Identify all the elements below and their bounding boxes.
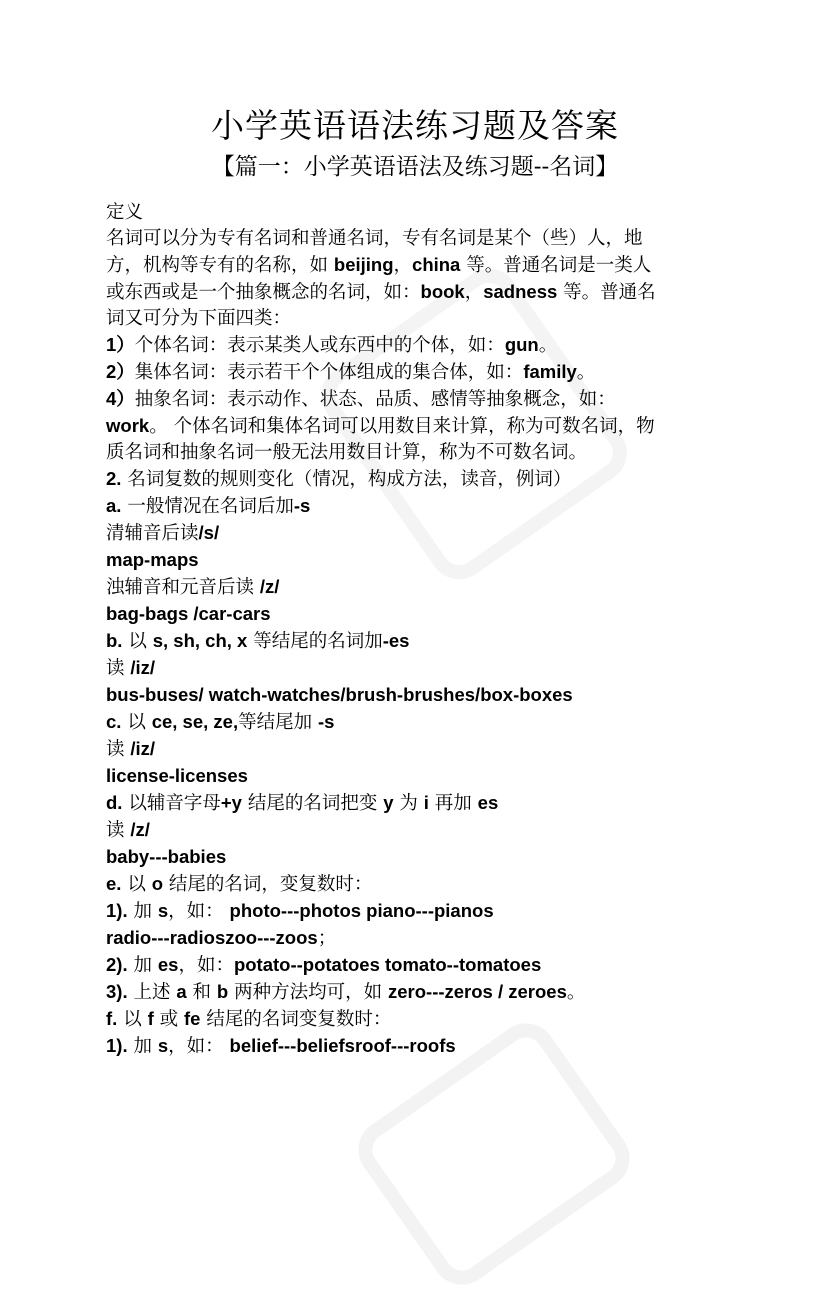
document-body xyxy=(106,200,731,1060)
text-line: 3). 上述 a 和 b 两种方法均可，如 zero---zeros / zeroes。 xyxy=(106,981,586,1003)
text-line: 4）抽象名词：表示动作、状态、品质、感情等抽象概念，如： xyxy=(106,388,616,410)
text-line: 1). 加 s，如： belief---beliefsroof---roofs xyxy=(106,1035,456,1057)
text-line: a. 一般情况在名词后加-s xyxy=(106,495,311,517)
text-line: 2). 加 es，如：potato--potatoes tomato--tomatoes xyxy=(106,954,542,976)
text-line: bus-buses/ watch-watches/brush-brushes/box-boxes xyxy=(106,684,573,705)
text-line: 定义 xyxy=(106,202,144,223)
text-line: radio---radioszoo---zoos； xyxy=(106,927,337,949)
document-title: 小学英语语法练习题及答案 xyxy=(211,106,619,145)
text-line: c. 以 ce, se, ze,等结尾加 -s xyxy=(106,711,335,733)
text-line: map-maps xyxy=(106,549,199,570)
text-line: 词又可分为下面四类： xyxy=(106,308,292,329)
text-line: work。 个体名词和集体名词可以用数目来计算，称为可数名词，物 xyxy=(106,415,655,437)
text-line: 方，机构等专有的名称，如 beijing，china 等。普通名词是一类人 xyxy=(106,254,652,276)
text-line: 读 /z/ xyxy=(106,819,150,841)
text-line: 1）个体名词：表示某类人或东西中的个体，如：gun。 xyxy=(106,334,558,356)
text-line: 2. 名词复数的规则变化（情况，构成方法，读音，例词） xyxy=(106,468,572,490)
text-line: 名词可以分为专有名词和普通名词，专有名词是某个（些）人，地 xyxy=(106,228,643,249)
text-line: e. 以 o 结尾的名词，变复数时： xyxy=(106,873,373,895)
text-line: bag-bags /car-cars xyxy=(106,603,271,624)
text-line: d. 以辅音字母+y 结尾的名词把变 y 为 i 再加 es xyxy=(106,792,499,814)
text-line: 浊辅音和元音后读 /z/ xyxy=(106,576,280,598)
text-line: 质名词和抽象名词一般无法用数目计算，称为不可数名词。 xyxy=(106,442,588,463)
text-line: license-licenses xyxy=(106,765,248,786)
text-line: 2）集体名词：表示若干个个体组成的集合体，如：family。 xyxy=(106,361,596,383)
text-line: 读 /iz/ xyxy=(106,738,156,760)
text-line: b. 以 s, sh, ch, x 等结尾的名词加-es xyxy=(106,630,410,652)
text-line: 1). 加 s，如： photo---photos piano---pianos xyxy=(106,900,494,922)
text-line: f. 以 f 或 fe 结尾的名词变复数时： xyxy=(106,1008,392,1030)
text-line: baby---babies xyxy=(106,846,227,867)
document-subtitle: 【篇一：小学英语语法及练习题--名词】 xyxy=(211,154,619,180)
text-line: 清辅音后读/s/ xyxy=(106,522,220,544)
text-line: 或东西或是一个抽象概念的名词，如：book，sadness 等。普通名 xyxy=(106,281,656,303)
text-line: 读 /iz/ xyxy=(106,657,156,679)
